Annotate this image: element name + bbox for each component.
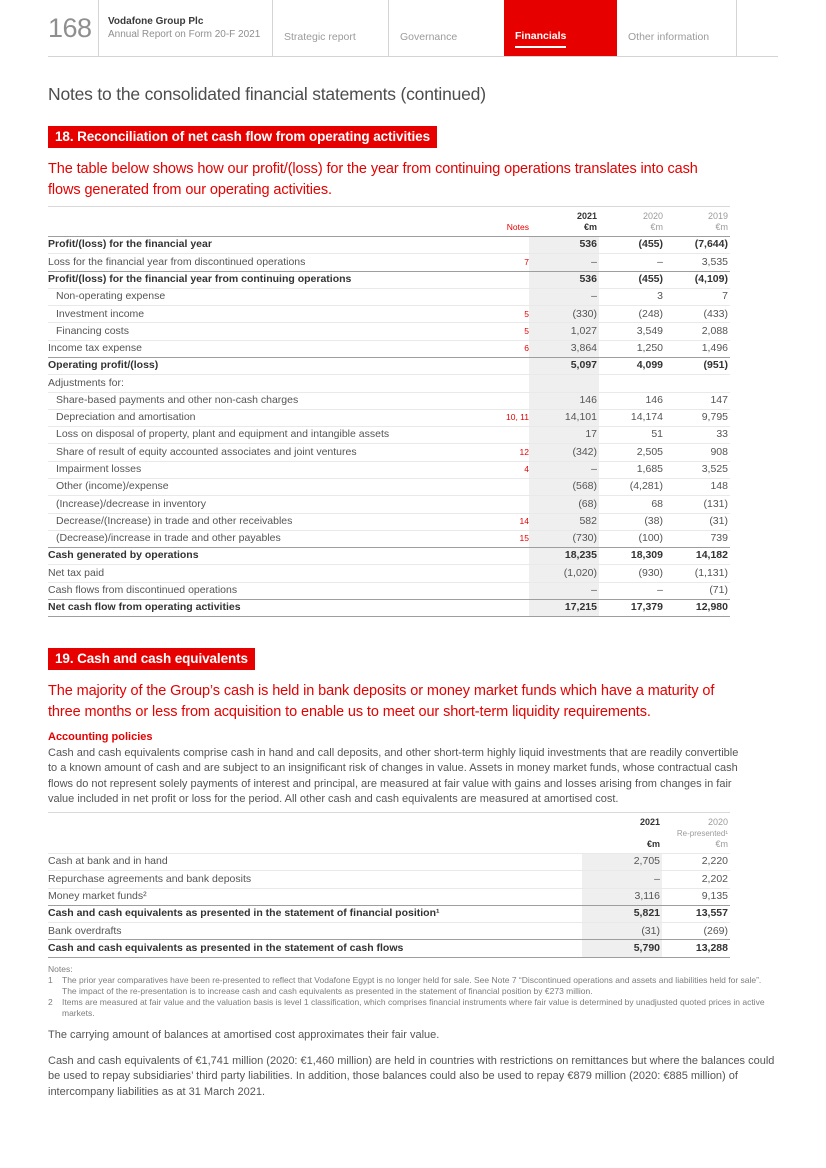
footnote-number: 1 bbox=[48, 975, 53, 986]
tab-financials[interactable] bbox=[504, 0, 617, 56]
table-row bbox=[48, 530, 730, 547]
cell-2019: 148 bbox=[710, 480, 728, 493]
table-row bbox=[48, 870, 730, 887]
note-ref bbox=[473, 496, 529, 512]
cell-2019: 9,795 bbox=[701, 411, 728, 424]
reconciliation-table bbox=[48, 206, 730, 617]
fair-value-paragraph: The carrying amount of balances at amortised cost approximates their fair value. bbox=[48, 1029, 440, 1042]
cell-2020: (455) bbox=[638, 238, 663, 251]
row-label: Money market funds² bbox=[48, 889, 147, 902]
table-row bbox=[48, 236, 730, 253]
unit-label: €m bbox=[583, 222, 597, 232]
row-label: Non-operating expense bbox=[56, 290, 166, 303]
footnote bbox=[48, 975, 778, 996]
table-row bbox=[48, 939, 730, 957]
tab-label: Other information bbox=[628, 31, 710, 43]
column-header-2020: 2020 bbox=[707, 817, 728, 827]
cell-2021: (31) bbox=[582, 923, 662, 939]
cell-2019: 7 bbox=[722, 290, 728, 303]
row-label: Other (income)/expense bbox=[56, 480, 169, 493]
note-ref bbox=[473, 375, 529, 391]
table-row bbox=[48, 305, 730, 322]
note-ref bbox=[473, 565, 529, 581]
cell-2021: 3,864 bbox=[529, 341, 599, 357]
table-row bbox=[48, 322, 730, 339]
note-ref: 12 bbox=[519, 446, 529, 457]
cell-2021: 3,116 bbox=[582, 889, 662, 905]
note-ref bbox=[473, 479, 529, 495]
report-brand bbox=[98, 0, 272, 56]
cell-2020: 2,505 bbox=[636, 445, 663, 458]
row-label: Decrease/(Increase) in trade and other receivables bbox=[56, 514, 293, 527]
row-label: Cash and cash equivalents as presented in the statement of cash flows bbox=[48, 941, 404, 954]
cell-2021: 17,215 bbox=[529, 600, 599, 616]
cell-2020: 2,220 bbox=[701, 855, 728, 868]
cell-2021: – bbox=[529, 462, 599, 478]
cell-2019: (131) bbox=[703, 497, 728, 510]
cash-equivalents-table bbox=[48, 812, 730, 958]
cell-2020: 2,202 bbox=[701, 872, 728, 885]
note-ref bbox=[473, 272, 529, 288]
footnote-number: 2 bbox=[48, 997, 53, 1008]
re-presented-label: Re-presented¹ bbox=[676, 829, 728, 838]
cell-2021: (568) bbox=[529, 479, 599, 495]
page-title: Notes to the consolidated financial statements (continued) bbox=[48, 84, 486, 104]
cell-2021: 582 bbox=[529, 514, 599, 530]
cell-2020: (100) bbox=[638, 532, 663, 545]
cell-2021: 5,097 bbox=[529, 358, 599, 374]
table-row bbox=[48, 495, 730, 512]
tab-strategic-report[interactable] bbox=[272, 0, 388, 56]
cell-2021: 17 bbox=[529, 427, 599, 443]
unit-label: €m bbox=[650, 222, 663, 232]
row-label: Profit/(loss) for the financial year from continuing operations bbox=[48, 272, 352, 285]
row-label: Cash and cash equivalents as presented in the statement of financial position¹ bbox=[48, 907, 440, 920]
table-row bbox=[48, 853, 730, 870]
tab-label: Financials bbox=[515, 30, 566, 48]
cell-2020: (4,281) bbox=[629, 480, 663, 493]
note-ref bbox=[473, 600, 529, 616]
cell-2019: 908 bbox=[710, 445, 728, 458]
table-row bbox=[48, 582, 730, 599]
cell-2020: 3 bbox=[657, 290, 663, 303]
note-ref: 5 bbox=[524, 308, 529, 319]
cell-2021: (330) bbox=[529, 306, 599, 322]
table-row bbox=[48, 461, 730, 478]
row-label: (Decrease)/increase in trade and other payables bbox=[56, 532, 281, 545]
cell-2020: 9,135 bbox=[701, 889, 728, 902]
row-label: Repurchase agreements and bank deposits bbox=[48, 872, 252, 885]
cell-2019 bbox=[665, 375, 730, 391]
row-label: Loss on disposal of property, plant and equipment and intangible assets bbox=[56, 428, 390, 441]
row-label: Net tax paid bbox=[48, 566, 105, 579]
section-18-heading: 18. Reconciliation of net cash flow from operating activities bbox=[48, 126, 437, 148]
unit-label: €m bbox=[715, 839, 728, 849]
cell-2019: 14,182 bbox=[695, 549, 728, 562]
brand-name: Vodafone Group Plc bbox=[108, 16, 204, 27]
cell-2019: 2,088 bbox=[701, 324, 728, 337]
cell-2019: 3,525 bbox=[701, 463, 728, 476]
cell-2019: 33 bbox=[716, 428, 728, 441]
footnotes bbox=[48, 964, 778, 1019]
tab-governance[interactable] bbox=[388, 0, 504, 56]
row-label: Cash at bank and in hand bbox=[48, 855, 168, 868]
cell-2021: – bbox=[529, 254, 599, 270]
row-label: Loss for the financial year from discontinued operations bbox=[48, 255, 306, 268]
cell-2020: – bbox=[657, 255, 663, 268]
table-row bbox=[48, 253, 730, 270]
cell-2021: 1,027 bbox=[529, 323, 599, 339]
cell-2020: (269) bbox=[703, 924, 728, 937]
cell-2020: (930) bbox=[638, 566, 663, 579]
note-ref bbox=[473, 583, 529, 599]
row-label: Impairment losses bbox=[56, 463, 142, 476]
cell-2020 bbox=[599, 375, 665, 391]
cell-2019: 739 bbox=[710, 532, 728, 545]
table-row bbox=[48, 392, 730, 409]
cell-2021: (730) bbox=[529, 531, 599, 547]
cell-2020: 68 bbox=[651, 497, 663, 510]
cell-2020: 13,557 bbox=[695, 907, 728, 920]
cell-2019: (433) bbox=[703, 307, 728, 320]
cell-2020: 17,379 bbox=[630, 601, 663, 614]
column-header-2019: 2019 bbox=[707, 211, 728, 221]
table-header bbox=[48, 206, 730, 236]
cell-2021: (68) bbox=[529, 496, 599, 512]
footnote-text: The prior year comparatives have been re-presented to reflect that Vodafone Egypt is no longer held for sale. See Note 7 “Discontinued operations and assets and liabilities held for sale”. The impact of the re-presentation is to increase cash and cash equivalents as presented in the statement of financial position by €273 million. bbox=[62, 975, 762, 996]
page-number: 168 bbox=[48, 12, 92, 43]
footnotes-label: Notes: bbox=[48, 963, 73, 974]
cell-2021: – bbox=[529, 583, 599, 599]
cell-2019: (71) bbox=[709, 584, 728, 597]
cell-2021: 2,705 bbox=[582, 854, 662, 870]
section-18-intro: The table below shows how our profit/(loss) for the year from continuing operations translates into cash flows generated from our operating activities. bbox=[48, 161, 698, 198]
cell-2021: – bbox=[529, 289, 599, 305]
cell-2020: 1,250 bbox=[636, 342, 663, 355]
note-ref: 5 bbox=[524, 325, 529, 336]
cell-2019: (7,644) bbox=[694, 238, 728, 251]
column-header-2021: 2021 bbox=[639, 817, 660, 827]
footnote-text: Items are measured at fair value and the valuation basis is level 1 classification, which comprises financial instruments where fair value is determined by unadjusted quoted prices in active markets. bbox=[62, 997, 765, 1018]
cell-2020: 1,685 bbox=[636, 463, 663, 476]
cell-2019: (951) bbox=[703, 359, 728, 372]
reconciliation-table-body bbox=[48, 236, 730, 617]
cell-2019: (4,109) bbox=[694, 272, 728, 285]
tab-label: Strategic report bbox=[284, 31, 356, 43]
notes-column-header: Notes bbox=[506, 222, 529, 232]
table-row bbox=[48, 564, 730, 581]
accounting-policies-text: Cash and cash equivalents comprise cash in hand and call deposits, and other short-term highly liquid investments that are readily convertible to a known amount of cash and are subject to an insignificant risk of changes in value. Assets in money market funds, whose contractual cash flows do not represent solely payments of interest and principal, are measured at fair value with gains and losses arising from changes in fair value included in net profit or loss for the period. All other cash and cash equivalents are measured at amortised cost. bbox=[48, 747, 739, 805]
note-ref: 7 bbox=[524, 256, 529, 267]
note-ref: 14 bbox=[519, 515, 529, 526]
note-ref: 6 bbox=[524, 343, 529, 354]
cell-2019: (31) bbox=[709, 514, 728, 527]
note-ref bbox=[473, 393, 529, 409]
row-label: Adjustments for: bbox=[48, 376, 124, 389]
row-label: Share-based payments and other non-cash charges bbox=[56, 393, 299, 406]
cell-2020: – bbox=[657, 584, 663, 597]
table-row bbox=[48, 599, 730, 617]
note-ref bbox=[473, 427, 529, 443]
unit-label: €m bbox=[646, 839, 660, 849]
table-row bbox=[48, 426, 730, 443]
column-header-2021: 2021 bbox=[576, 211, 597, 221]
table-row bbox=[48, 374, 730, 391]
footnote bbox=[48, 997, 778, 1018]
row-label: Cash generated by operations bbox=[48, 549, 199, 562]
cell-2020: (38) bbox=[644, 514, 663, 527]
note-ref bbox=[473, 237, 529, 253]
table-row bbox=[48, 271, 730, 288]
cell-2020: (455) bbox=[638, 272, 663, 285]
cell-2019: 147 bbox=[710, 393, 728, 406]
row-label: Bank overdrafts bbox=[48, 924, 122, 937]
cell-2019: 1,496 bbox=[701, 342, 728, 355]
cell-2021: – bbox=[582, 871, 662, 887]
table-row bbox=[48, 443, 730, 460]
cell-2021: 14,101 bbox=[529, 410, 599, 426]
note-ref bbox=[473, 358, 529, 374]
cell-2020: 3,549 bbox=[636, 324, 663, 337]
row-label: Net cash flow from operating activities bbox=[48, 601, 241, 614]
row-label: Income tax expense bbox=[48, 342, 142, 355]
table-row bbox=[48, 513, 730, 530]
cell-2020: 146 bbox=[645, 393, 663, 406]
cell-2020: 4,099 bbox=[636, 359, 663, 372]
row-label: Depreciation and amortisation bbox=[56, 411, 196, 424]
note-ref: 10, 11 bbox=[505, 412, 529, 423]
cell-2021: 536 bbox=[529, 272, 599, 288]
unit-label: €m bbox=[715, 222, 728, 232]
table-row bbox=[48, 409, 730, 426]
cell-2019: (1,131) bbox=[694, 566, 728, 579]
section-19-heading: 19. Cash and cash equivalents bbox=[48, 648, 255, 670]
note-ref bbox=[473, 548, 529, 564]
section-19-intro: The majority of the Group’s cash is held in bank deposits or money market funds which have a maturity of three months or less from acquisition to enable us to meet our short-term liquidity requirements. bbox=[48, 683, 715, 721]
cell-2020: 14,174 bbox=[630, 411, 663, 424]
row-label: Profit/(loss) for the financial year bbox=[48, 238, 212, 251]
cell-2021: (1,020) bbox=[529, 565, 599, 581]
row-label: Share of result of equity accounted associates and joint ventures bbox=[56, 445, 357, 458]
cell-2021: 5,821 bbox=[582, 906, 662, 922]
table-row bbox=[48, 340, 730, 357]
column-header-2020: 2020 bbox=[642, 211, 663, 221]
cell-2021: 536 bbox=[529, 237, 599, 253]
row-label: Operating profit/(loss) bbox=[48, 359, 159, 372]
table-row bbox=[48, 547, 730, 564]
cell-2019: 12,980 bbox=[695, 601, 728, 614]
tab-label: Governance bbox=[400, 31, 458, 43]
table-row bbox=[48, 478, 730, 495]
table-row bbox=[48, 905, 730, 922]
restrictions-paragraph: Cash and cash equivalents of €1,741 million (2020: €1,460 million) are held in countries with restrictions on remittances but where the balances could be used to repay subsidiaries’ third party liabilities. In addition, those balances could also be used to repay €879 million (2020: €885 million) of intercompany liabilities as at 31 March 2021. bbox=[48, 1054, 775, 1098]
cash-equivalents-table-body bbox=[48, 853, 730, 958]
cell-2020: 51 bbox=[651, 428, 663, 441]
note-ref: 15 bbox=[519, 533, 529, 544]
table-header bbox=[48, 812, 730, 853]
row-label: Investment income bbox=[56, 307, 145, 320]
cell-2021 bbox=[529, 375, 599, 391]
cell-2020: 18,309 bbox=[630, 549, 663, 562]
table-row bbox=[48, 888, 730, 905]
row-label: Financing costs bbox=[56, 324, 129, 337]
cell-2021: 146 bbox=[529, 393, 599, 409]
brand-subtitle: Annual Report on Form 20-F 2021 bbox=[108, 29, 261, 40]
cell-2021: (342) bbox=[529, 444, 599, 460]
cell-2020: 13,288 bbox=[695, 941, 728, 954]
page-header bbox=[48, 0, 778, 57]
table-row bbox=[48, 922, 730, 939]
cell-2021: 18,235 bbox=[529, 548, 599, 564]
note-ref: 4 bbox=[524, 464, 529, 475]
accounting-policies-heading: Accounting policies bbox=[48, 731, 153, 744]
cell-2021: 5,790 bbox=[582, 940, 662, 956]
tab-other-information[interactable] bbox=[617, 0, 737, 56]
table-row bbox=[48, 357, 730, 374]
row-label: (Increase)/decrease in inventory bbox=[56, 497, 206, 510]
row-label: Cash flows from discontinued operations bbox=[48, 584, 238, 597]
table-row bbox=[48, 288, 730, 305]
cell-2019: 3,535 bbox=[701, 255, 728, 268]
section-tabs bbox=[272, 0, 737, 56]
cell-2020: (248) bbox=[638, 307, 663, 320]
note-ref bbox=[473, 289, 529, 305]
